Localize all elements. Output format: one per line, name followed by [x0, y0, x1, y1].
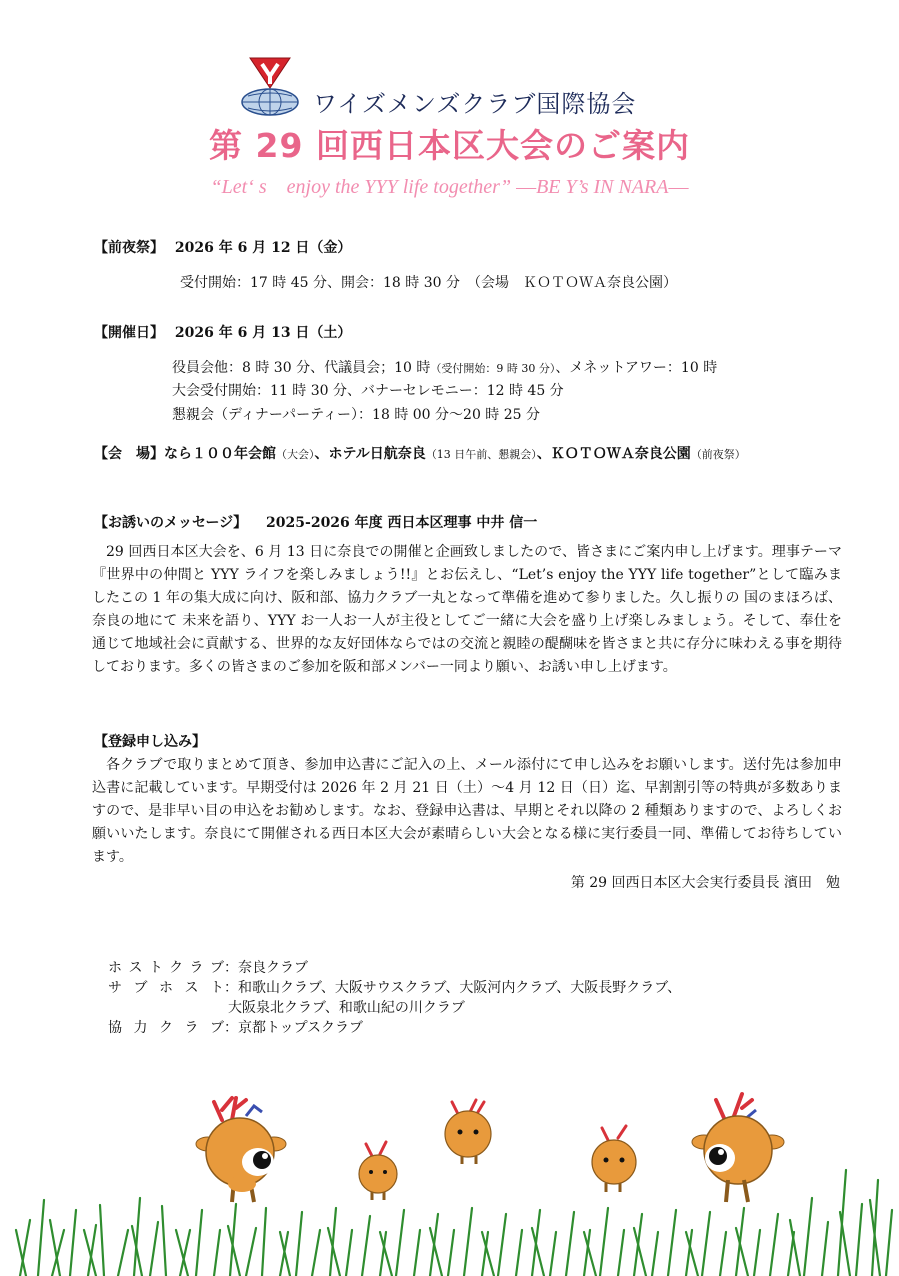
eve-section [94, 237, 351, 257]
schedule-note: （受付開始：9 時 30 分） [430, 362, 556, 375]
deer-mascot-icon [592, 1126, 636, 1192]
event-day-line-2: 大会受付開始：11 時 30 分、バナーセレモニー：12 時 45 分 [172, 383, 564, 399]
event-day-date: 2026 年 6 月 13 日（土） [174, 325, 352, 341]
ys-men-logo-icon [240, 56, 300, 118]
eve-date: 2026 年 6 月 12 日（金） [174, 240, 352, 256]
schedule-text: 、メネットアワー：10 時 [555, 360, 718, 376]
deer-mascot-icon [445, 1100, 491, 1164]
message-label: 【お誘いのメッセージ】 [94, 515, 248, 531]
deer-mascot-icon [359, 1142, 397, 1200]
venue-note: （大会） [276, 448, 315, 461]
venue-note: （前夜祭） [690, 448, 746, 461]
venue-main: なら１００年会館 [164, 446, 276, 462]
registration-label: 【登録申し込み】 [94, 734, 206, 750]
venue-hotel: 、ホテル日航奈良 [314, 446, 426, 462]
event-day-label: 【開催日】 [94, 325, 164, 341]
message-body: 29 回西日本区大会を、6 月 13 日に奈良での開催と企画致しましたので、皆さまにご案内申し上げます。理事テーマ『世界中の仲間と YYY ライフを楽しみましょう!!』とお伝えし、“Let’s enjoy the YYY life together”として臨みましたこの 1 年の集大成に向け、阪和部、協力クラブ一丸となって準備を進めて参りました。久し振りの 国のまほろば、奈良の地にて 未来を語り、YYY お一人お一人が主役としてご一緒に大会を盛り上げ楽しみましょう。そして、奉仕を通じて地域社会に貢献する、世界的な友好団体ならではの交流と親睦の醍醐味を皆さまと共に存分に味わえる事を期待しております。多くの皆さまのご参加を阪和部メンバー一同より願い、お誘い申し上げます。 [92, 544, 842, 675]
colon: ： [224, 960, 238, 976]
schedule-text: 役員会他：8 時 30 分、代議員会；10 時 [172, 360, 431, 376]
host-club-row [108, 957, 308, 977]
eve-detail: 受付開始：17 時 45 分、開会：18 時 30 分 （会場 ＫＯＴＯＷＡ奈良公園） [180, 275, 677, 291]
venue-kotowa: 、ＫＯＴＯＷＡ奈良公園 [536, 446, 691, 462]
venue-label: 【会 場】 [94, 446, 164, 462]
eve-label: 【前夜祭】 [94, 240, 164, 256]
registration-body: 各クラブで取りまとめて頂き、参加申込書にご記入の上、メール添付にて申し込みをお願いします。送付先は参加申込書に記載しています。早期受付は 2026 年 2 月 21 日（土）～4 月 12 日（日）迄、早割割引等の特典が多数ありますので、是非早い目の申込をお勧めします。なお、登録申込書は、早期とそれ以降の 2 種類ありますので、よろしくお願いいたします。奈良にて開催される西日本区大会が素晴らしい大会となる様に実行委員一同、準備してお待ちしています。 [92, 757, 842, 865]
deer-mascot-icon [196, 1098, 286, 1202]
event-day-section [94, 322, 351, 342]
cooperating-club-label: 協力クラブ [108, 1020, 224, 1036]
host-club-value: 奈良クラブ [238, 960, 308, 976]
host-club-label: ホストクラブ [108, 960, 224, 976]
organization-name: ワイズメンズクラブ国際協会 [313, 90, 637, 118]
venue-note: （13 日午前、懇親会） [425, 448, 537, 461]
deer-and-grass-illustration [0, 1080, 899, 1276]
grass-decoration [16, 1170, 892, 1276]
sub-host-label: サブホスト [108, 980, 224, 996]
sub-host-value-2: 大阪泉北クラブ、和歌山紀の川クラブ [228, 1000, 465, 1016]
page-title: 第 29 回西日本区大会のご案内 [209, 126, 690, 165]
sub-host-row [108, 977, 681, 997]
deer-mascot-icon [692, 1094, 784, 1202]
colon: ： [224, 980, 238, 996]
sub-host-value-1: 和歌山クラブ、大阪サウスクラブ、大阪河内クラブ、大阪長野クラブ、 [238, 980, 682, 996]
venue-section [94, 443, 746, 463]
colon: ： [224, 1020, 238, 1036]
cooperating-club-row [108, 1017, 363, 1037]
message-heading [94, 512, 537, 532]
event-day-line-1 [172, 357, 717, 377]
registration-signature: 第 29 回西日本区大会実行委員長 濱田 勉 [570, 875, 840, 891]
message-author: 2025-2026 年度 西日本区理事 中井 信一 [266, 515, 538, 531]
cooperating-club-value: 京都トップスクラブ [238, 1020, 364, 1036]
event-day-line-3: 懇親会（ディナーパーティー）：18 時 00 分～20 時 25 分 [172, 407, 541, 423]
slogan: “Let‘ s enjoy the YYY life together” ―BE Y’s IN NARA― [210, 176, 689, 198]
